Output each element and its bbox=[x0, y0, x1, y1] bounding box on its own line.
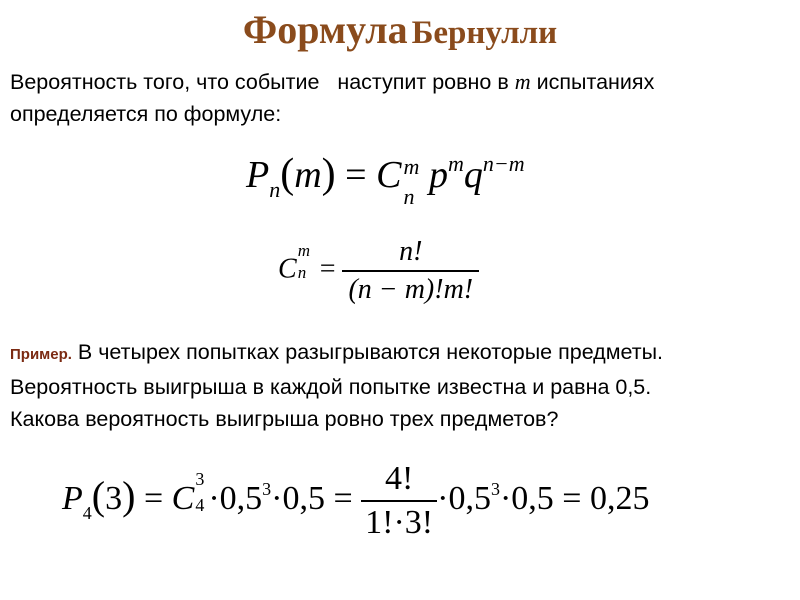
intro-var-m: m bbox=[514, 69, 531, 94]
f3-dot-3: · bbox=[437, 479, 449, 517]
f1-p: p bbox=[428, 154, 448, 196]
f3-lparen: ( bbox=[91, 472, 106, 518]
f3-P: P bbox=[62, 479, 83, 517]
f3-C-scripts bbox=[194, 468, 208, 515]
f1-q-superscript: n−m bbox=[482, 151, 525, 176]
f3-arg: 3 bbox=[105, 479, 123, 517]
example-label: Пример. bbox=[10, 346, 72, 363]
f3-tail-2: 0,5 bbox=[511, 479, 554, 517]
intro-part-1: Вероятность того, что событие наступит ровно в bbox=[10, 70, 515, 94]
f3-base-1: 0,5 bbox=[219, 479, 263, 517]
f1-rparen: ) bbox=[321, 151, 336, 197]
f2-C-subscript: n bbox=[297, 263, 307, 283]
example-solution-formula bbox=[62, 460, 649, 542]
f3-dot-2: · bbox=[271, 479, 283, 517]
f1-m: m bbox=[294, 154, 322, 196]
example-line-1 bbox=[10, 336, 790, 371]
f3-C-subscript: 4 bbox=[195, 494, 205, 515]
f3-base-2: 0,5 bbox=[448, 479, 491, 517]
f1-P-subscript: n bbox=[269, 177, 281, 202]
f2-fraction bbox=[342, 236, 479, 306]
intro-part-2: испытаниях bbox=[530, 70, 655, 94]
f1-C-scripts bbox=[401, 154, 420, 209]
f3-equals-1: = bbox=[143, 479, 164, 517]
f1-lparen: ( bbox=[280, 151, 295, 197]
intro-line-2: определяется по формуле: bbox=[10, 102, 282, 126]
f2-equals: = bbox=[319, 253, 336, 285]
f3-result: 0,25 bbox=[589, 479, 650, 517]
title-word-bernoulli: Бернулли bbox=[411, 15, 558, 51]
slide-title bbox=[0, 6, 800, 53]
f1-equals: = bbox=[345, 154, 367, 196]
intro-text bbox=[10, 66, 790, 130]
f3-dot-4: · bbox=[499, 479, 512, 517]
f2-C-scripts bbox=[297, 241, 313, 283]
f2-denominator: (n − m)!m! bbox=[342, 270, 479, 306]
f3-rparen: ) bbox=[122, 472, 136, 518]
f2-C: C bbox=[278, 253, 297, 285]
f3-exponent-1: 3 bbox=[262, 478, 272, 499]
example-line-2: Вероятность выигрыша в каждой попытке известна и равна 0,5. bbox=[10, 375, 652, 399]
f1-C-subscript: n bbox=[403, 184, 415, 209]
f3-fraction-numerator: 4! bbox=[384, 460, 414, 497]
f3-fraction-denominator: 1!·3! bbox=[361, 500, 437, 542]
binomial-coefficient-formula bbox=[278, 236, 479, 306]
bernoulli-formula bbox=[246, 150, 525, 209]
f2-C-superscript: m bbox=[297, 241, 310, 261]
example-text bbox=[10, 336, 790, 435]
f3-dot-1: · bbox=[208, 479, 220, 517]
f1-P: P bbox=[246, 154, 270, 196]
f1-p-superscript: m bbox=[447, 151, 464, 176]
f3-equals-2: = bbox=[333, 479, 353, 517]
f2-numerator: n! bbox=[399, 236, 423, 267]
f1-C: C bbox=[376, 154, 402, 196]
f3-P-subscript: 4 bbox=[82, 502, 92, 523]
f3-fraction bbox=[361, 460, 437, 542]
f3-tail-1: 0,5 bbox=[282, 479, 325, 517]
f3-exponent-2: 3 bbox=[490, 478, 500, 499]
title-word-formula: Формула bbox=[242, 7, 408, 52]
intro-line-1 bbox=[10, 66, 790, 98]
example-line-1-text: В четырех попытках разыгрываются некоторые предметы. bbox=[71, 340, 664, 364]
f3-C-superscript: 3 bbox=[195, 468, 205, 489]
f1-C-superscript: m bbox=[403, 154, 420, 179]
f1-q: q bbox=[463, 154, 483, 196]
f3-C: C bbox=[171, 479, 195, 517]
example-line-3: Какова вероятность выигрыша ровно трех предметов? bbox=[10, 407, 559, 431]
f3-equals-3: = bbox=[562, 479, 582, 517]
